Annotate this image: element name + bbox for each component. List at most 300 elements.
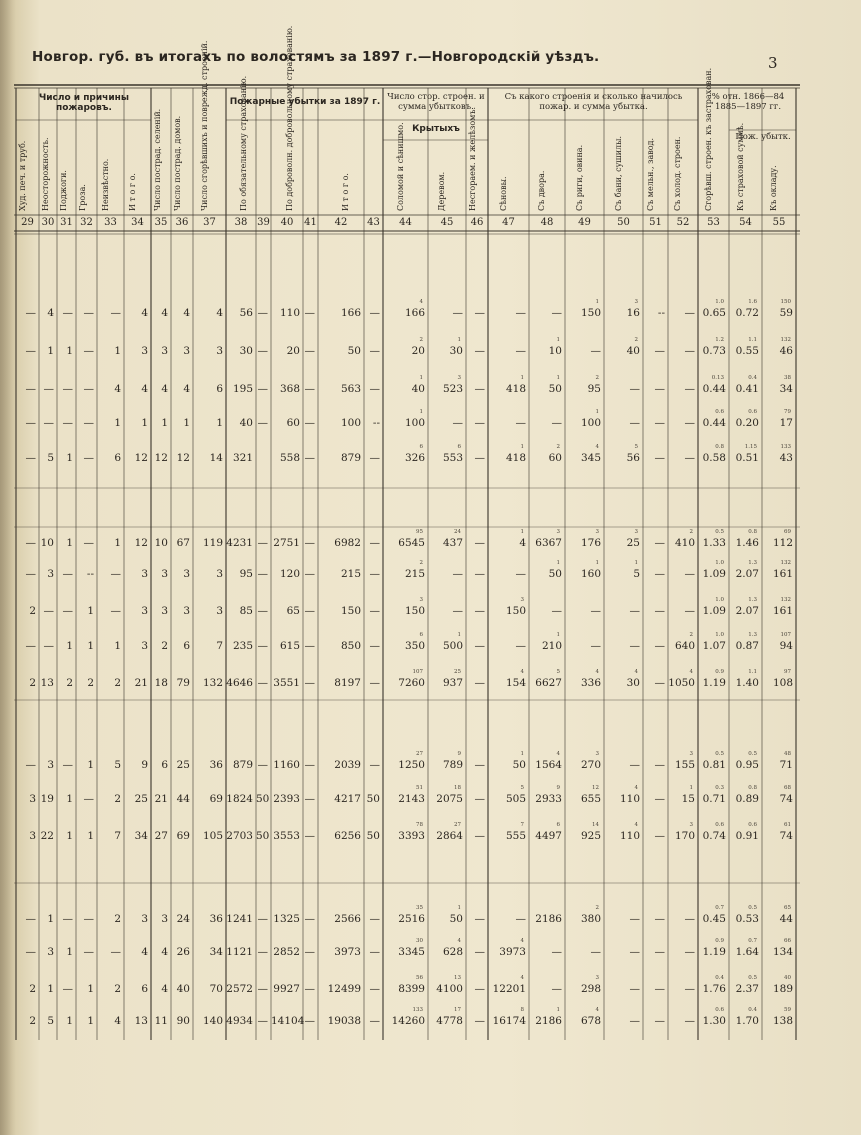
superscript-count-col48: 4 [556,751,560,757]
superscript-count-col45: 13 [454,975,461,981]
table-cell-col37: 140 [202,1015,223,1027]
superscript-count-col50: 5 [634,444,638,450]
superscript-count-col45: 1 [457,905,461,911]
column-number: 30 [41,217,55,228]
superscript-count-col53: 0.3 [715,785,724,791]
table-cell-col49: — [590,605,601,617]
superscript-count-col44: 4 [419,299,423,305]
table-cell-col29: — [25,307,36,319]
column-number: 44 [399,217,412,228]
table-cell-col35: 4 [161,946,168,958]
table-cell-col30: 19 [40,793,54,805]
table-cell-col37: 14 [209,452,223,464]
table-cell-col34: 3 [141,913,148,925]
table-cell-col36: 90 [176,1015,190,1027]
table-cell-col41: — [304,452,315,464]
table-cell-col48: 4497 [535,830,562,842]
column-number: 55 [772,217,786,228]
table-cell-col45: 789 [442,759,463,771]
superscript-count-col48: 1 [556,632,560,638]
superscript-count-col49: 2 [595,375,599,381]
table-cell-col52: — [684,946,695,958]
table-cell-col48: — [551,417,562,429]
superscript-count-col44: 2 [419,337,423,343]
table-cell-col29: — [25,640,36,652]
superscript-count-col45: 3 [457,375,461,381]
superscript-count-col53: 1.0 [715,632,724,638]
superscript-count-col49: 1 [595,299,599,305]
table-cell-col50: 110 [619,793,640,805]
table-cell-col33: 2 [114,913,121,925]
table-cell-col47: — [515,640,526,652]
superscript-count-col54: 0.6 [748,822,757,828]
superscript-count-col48: 1 [556,1007,560,1013]
table-cell-col32: — [83,307,94,319]
table-cell-col31: — [62,417,73,429]
header-col-55: Къ окладу. [769,165,778,211]
table-cell-col34: 25 [134,793,148,805]
table-cell-col34: 3 [141,605,148,617]
header-group-percent: % отн. 1866—84 1885—1897 гг. [711,92,785,112]
table-cell-col53: 1.33 [702,537,726,549]
superscript-count-col49: 1 [595,409,599,415]
table-cell-col37: 4 [216,307,223,319]
table-cell-col52: 640 [674,640,695,652]
superscript-count-col48: 1 [556,375,560,381]
table-cell-col31: 2 [66,677,73,689]
table-cell-col37: 70 [209,983,223,995]
table-cell-col48: 50 [548,568,562,580]
table-cell-col48: — [551,983,562,995]
superscript-count-col53: 1.0 [715,299,724,305]
table-cell-col34: 21 [134,677,148,689]
table-cell-col38: 235 [232,640,253,652]
table-cell-col44: 166 [404,307,425,319]
superscript-count-col45: 1 [457,632,461,638]
table-cell-col53: 0.58 [702,452,726,464]
table-cell-col35: 2 [161,640,168,652]
header-col-44: Соломой и сѣнишмо. [395,122,405,211]
header-col-37: Число сгорѣвшихъ и поврежд. строеній. [199,40,209,211]
superscript-count-col54: 1.6 [748,299,757,305]
table-cell-col36: 4 [183,383,190,395]
table-cell-col45: 50 [449,913,463,925]
table-cell-col55: 161 [772,605,793,617]
table-cell-col32: 1 [87,640,94,652]
table-cell-col46: — [474,452,485,464]
table-cell-col41: — [304,307,315,319]
table-cell-col36: 4 [183,307,190,319]
superscript-count-col55: 65 [784,905,791,911]
superscript-count-col47: 1 [520,529,524,535]
superscript-count-col55: 79 [784,409,791,415]
superscript-count-col53: 0.9 [715,669,724,675]
superscript-count-col45: 6 [457,444,461,450]
table-cell-col51: — [654,537,665,549]
table-cell-col45: 2864 [436,830,463,842]
superscript-count-col44: 107 [412,669,423,675]
table-cell-col46: — [474,537,485,549]
table-cell-col47: 150 [505,605,526,617]
table-cell-col45: — [452,605,463,617]
table-cell-col34: 12 [134,537,148,549]
table-cell-col37: 105 [202,830,223,842]
superscript-count-col49: 1 [595,560,599,566]
table-cell-col29: — [25,568,36,580]
table-cell-col53: 0.44 [702,417,726,429]
column-number: 45 [440,217,454,228]
table-cell-col53: 0.65 [702,307,726,319]
table-cell-col44: 2143 [398,793,425,805]
table-cell-col42: 4217 [334,793,361,805]
table-cell-col35: 4 [161,983,168,995]
table-cell-col41: — [304,417,315,429]
superscript-count-col44: 27 [416,751,423,757]
table-cell-col44: 1250 [398,759,425,771]
table-cell-col48: 2933 [535,793,562,805]
table-cell-col36: 25 [176,759,190,771]
table-cell-col54: 0.53 [735,913,759,925]
column-number: 47 [502,217,515,228]
table-cell-col52: 15 [681,793,695,805]
column-number: 37 [203,217,216,228]
table-cell-col31: 1 [66,793,73,805]
header-col-36: Число пострад. домов. [173,115,182,211]
table-cell-col45: 4778 [436,1015,463,1027]
table-cell-col35: 18 [154,677,168,689]
table-cell-col34: 6 [141,983,148,995]
table-cell-col44: 100 [404,417,425,429]
table-cell-col36: 67 [176,537,190,549]
superscript-count-col55: 132 [780,597,791,603]
column-number: 35 [154,217,168,228]
table-cell-col52: — [684,913,695,925]
superscript-count-col55: 66 [784,938,791,944]
table-cell-col46: — [474,605,485,617]
table-cell-col51: — [654,913,665,925]
table-cell-col33: 2 [114,677,121,689]
column-number: 39 [257,217,270,228]
table-cell-col53: 1.07 [702,640,726,652]
table-cell-col31: — [62,307,73,319]
header-col-31: Поджоги. [59,170,68,211]
table-cell-col47: 4 [519,537,526,549]
table-cell-col54: 1.46 [735,537,759,549]
table-cell-col49: 345 [580,452,601,464]
header-col-32: Гроза. [78,184,87,211]
table-cell-col35: 3 [161,913,168,925]
table-cell-col42: 150 [340,605,361,617]
table-cell-col35: 3 [161,605,168,617]
table-cell-col55: 189 [772,983,793,995]
table-cell-col44: 8399 [398,983,425,995]
table-cell-col52: 1050 [668,677,695,689]
table-cell-col38: 4934 [226,1015,253,1027]
table-cell-col44: 40 [411,383,425,395]
table-cell-col40: 20 [286,345,300,357]
table-cell-col55: 34 [779,383,793,395]
table-cell-col46: — [474,417,485,429]
table-cell-col48: 210 [541,640,562,652]
superscript-count-col50: 4 [634,822,638,828]
table-cell-col54: 2.07 [735,568,759,580]
table-cell-col38: 4231 [226,537,253,549]
table-cell-col40: 14104 [271,1015,305,1027]
header-col-47: Сѣновы. [498,176,508,211]
table-cell-col30: — [43,605,54,617]
superscript-count-col55: 107 [780,632,791,638]
table-cell-col45: — [452,568,463,580]
table-cell-col45: 30 [449,345,463,357]
table-cell-col44: 6545 [398,537,425,549]
table-cell-col34: 3 [141,640,148,652]
superscript-count-col55: 150 [780,299,791,305]
table-cell-col39: — [257,568,268,580]
table-cell-col40: 120 [279,568,300,580]
table-cell-col33: 6 [114,452,121,464]
table-cell-col39: — [257,307,268,319]
column-number: 41 [304,217,317,228]
table-cell-col44: 7260 [398,677,425,689]
table-cell-col52: 170 [674,830,695,842]
table-cell-col52: — [684,345,695,357]
column-number: 38 [234,217,248,228]
table-cell-col29: — [25,345,36,357]
table-cell-col30: 5 [47,1015,54,1027]
table-cell-col47: 418 [505,452,526,464]
table-cell-col50: — [629,605,640,617]
table-cell-col42: 6982 [334,537,361,549]
table-cell-col30: 4 [47,307,54,319]
table-cell-col55: 17 [779,417,793,429]
table-cell-col29: — [25,383,36,395]
superscript-count-col44: 30 [416,938,423,944]
table-cell-col37: 6 [216,383,223,395]
table-cell-col54: 2.37 [735,983,759,995]
table-cell-col35: 3 [161,345,168,357]
table-cell-col31: 1 [66,640,73,652]
table-cell-col35: 12 [154,452,168,464]
table-cell-col42: 879 [340,452,361,464]
superscript-count-col49: 4 [595,444,599,450]
table-cell-col37: 1 [216,417,223,429]
superscript-count-col49: 3 [595,975,599,981]
table-cell-col40: 3551 [273,677,300,689]
table-cell-col39: — [257,640,268,652]
table-cell-col43: — [369,983,380,995]
table-cell-col45: 937 [442,677,463,689]
table-cell-col55: 74 [779,793,793,805]
table-cell-col32: — [83,537,94,549]
table-cell-col31: — [62,568,73,580]
superscript-count-col45: 24 [454,529,461,535]
table-cell-col55: 161 [772,568,793,580]
table-cell-col37: 7 [216,640,223,652]
table-cell-col45: 500 [442,640,463,652]
table-cell-col32: 1 [87,1015,94,1027]
superscript-count-col49: 3 [595,751,599,757]
table-cell-col34: 3 [141,568,148,580]
table-cell-col41: — [304,568,315,580]
superscript-count-col49: 2 [595,905,599,911]
table-cell-col40: 2852 [273,946,300,958]
table-cell-col49: 176 [580,537,601,549]
table-cell-col30: — [43,383,54,395]
table-cell-col39: — [257,1015,268,1027]
table-cell-col41: — [304,946,315,958]
table-cell-col44: 326 [404,452,425,464]
table-cell-col36: 3 [183,605,190,617]
table-cell-col39: — [257,759,268,771]
table-cell-col31: — [62,983,73,995]
table-cell-col55: 46 [779,345,793,357]
table-cell-col41: — [304,983,315,995]
table-cell-col32: — [83,417,94,429]
table-cell-col38: 1824 [226,793,253,805]
table-cell-col52: — [684,417,695,429]
table-cell-col40: 2393 [273,793,300,805]
table-cell-col35: 27 [154,830,168,842]
table-cell-col39: — [257,983,268,995]
table-cell-col48: 50 [548,383,562,395]
column-number: 43 [367,217,380,228]
header-col-49: Съ риги, овина. [574,144,584,211]
table-cell-col36: 3 [183,345,190,357]
table-cell-col34: 12 [134,452,148,464]
table-cell-col33: — [110,946,121,958]
superscript-count-col54: 0.4 [748,1007,757,1013]
table-cell-col30: — [43,417,54,429]
table-cell-col54: 0.51 [735,452,759,464]
table-cell-col54: 0.72 [735,307,759,319]
table-cell-col33: — [110,307,121,319]
table-cell-col35: 1 [161,417,168,429]
superscript-count-col53: 1.0 [715,560,724,566]
table-cell-col30: 13 [40,677,54,689]
table-cell-col45: 553 [442,452,463,464]
superscript-count-col44: 51 [416,785,423,791]
table-cell-col32: 2 [87,677,94,689]
table-cell-col33: — [110,568,121,580]
table-cell-col45: 4100 [436,983,463,995]
table-cell-col32: 1 [87,983,94,995]
table-cell-col46: — [474,830,485,842]
table-cell-col29: 2 [29,1015,36,1027]
table-cell-col54: 0.87 [735,640,759,652]
header-col-34: И т о г о. [127,173,137,211]
superscript-count-col55: 61 [784,822,791,828]
header-subgroup-roofs: Крытыхъ [412,124,460,134]
table-cell-col47: 555 [505,830,526,842]
table-cell-col49: 336 [580,677,601,689]
column-number: 32 [80,217,93,228]
superscript-count-col47: 7 [520,822,524,828]
superscript-count-col54: 1.3 [748,560,757,566]
superscript-count-col47: 1 [520,751,524,757]
table-cell-col32: — [83,946,94,958]
table-cell-col38: 4646 [226,677,253,689]
table-cell-col55: 108 [772,677,793,689]
table-cell-col51: — [654,983,665,995]
table-cell-col41: — [304,605,315,617]
superscript-count-col45: 9 [457,751,461,757]
table-cell-col32: 1 [87,605,94,617]
column-number: 54 [739,217,752,228]
table-cell-col51: — [654,677,665,689]
table-cell-col41: — [304,537,315,549]
table-cell-col39: — [257,417,268,429]
table-cell-col31: 1 [66,345,73,357]
table-cell-col42: 563 [340,383,361,395]
table-cell-col53: 0.81 [702,759,726,771]
table-cell-col48: 6627 [535,677,562,689]
table-cell-col53: 0.73 [702,345,726,357]
table-cell-col51: — [654,383,665,395]
table-cell-col30: 1 [47,345,54,357]
table-cell-col45: 437 [442,537,463,549]
table-cell-col30: 3 [47,759,54,771]
table-cell-col50: — [629,983,640,995]
table-cell-col46: — [474,568,485,580]
table-cell-col48: — [551,946,562,958]
table-cell-col53: 1.76 [702,983,726,995]
table-cell-col43: — [369,452,380,464]
table-cell-col53: 0.74 [702,830,726,842]
table-cell-col31: — [62,383,73,395]
table-cell-col54: 0.95 [735,759,759,771]
table-cell-col38: 30 [239,345,253,357]
superscript-count-col47: 1 [520,444,524,450]
superscript-count-col44: 35 [416,905,423,911]
table-cell-col32: — [83,383,94,395]
superscript-count-col50: 1 [634,560,638,566]
superscript-count-col54: 1.3 [748,597,757,603]
table-cell-col42: 215 [340,568,361,580]
table-cell-col49: — [590,345,601,357]
superscript-count-col45: 4 [457,938,461,944]
table-cell-col31: 1 [66,1015,73,1027]
table-cell-col46: — [474,759,485,771]
table-cell-col38: 40 [239,417,253,429]
table-cell-col44: 3393 [398,830,425,842]
table-cell-col51: — [654,568,665,580]
table-cell-col54: 2.07 [735,605,759,617]
superscript-count-col44: 1 [419,375,423,381]
header-group-causes: Число и причины пожаровъ. [38,93,130,113]
header-group-count: Число стор. строен. и сумма убытковъ. [387,92,485,112]
superscript-count-col44: 133 [412,1007,423,1013]
table-cell-col50: — [629,417,640,429]
table-cell-col47: 12201 [492,983,526,995]
table-cell-col42: 100 [340,417,361,429]
table-cell-col50: — [629,640,640,652]
table-cell-col41: — [304,677,315,689]
superscript-count-col50: 4 [634,669,638,675]
superscript-count-col44: 56 [416,975,423,981]
table-cell-col45: 628 [442,946,463,958]
table-cell-col49: — [590,946,601,958]
table-cell-col46: — [474,946,485,958]
table-cell-col47: — [515,913,526,925]
superscript-count-col47: 4 [520,975,524,981]
table-cell-col40: 2751 [273,537,300,549]
table-cell-col30: 3 [47,568,54,580]
table-cell-col41: — [304,383,315,395]
header-col-29: Худ. печ. и труб. [18,140,27,211]
table-cell-col49: 678 [580,1015,601,1027]
table-cell-col37: 36 [209,759,223,771]
table-cell-col53: 0.44 [702,383,726,395]
